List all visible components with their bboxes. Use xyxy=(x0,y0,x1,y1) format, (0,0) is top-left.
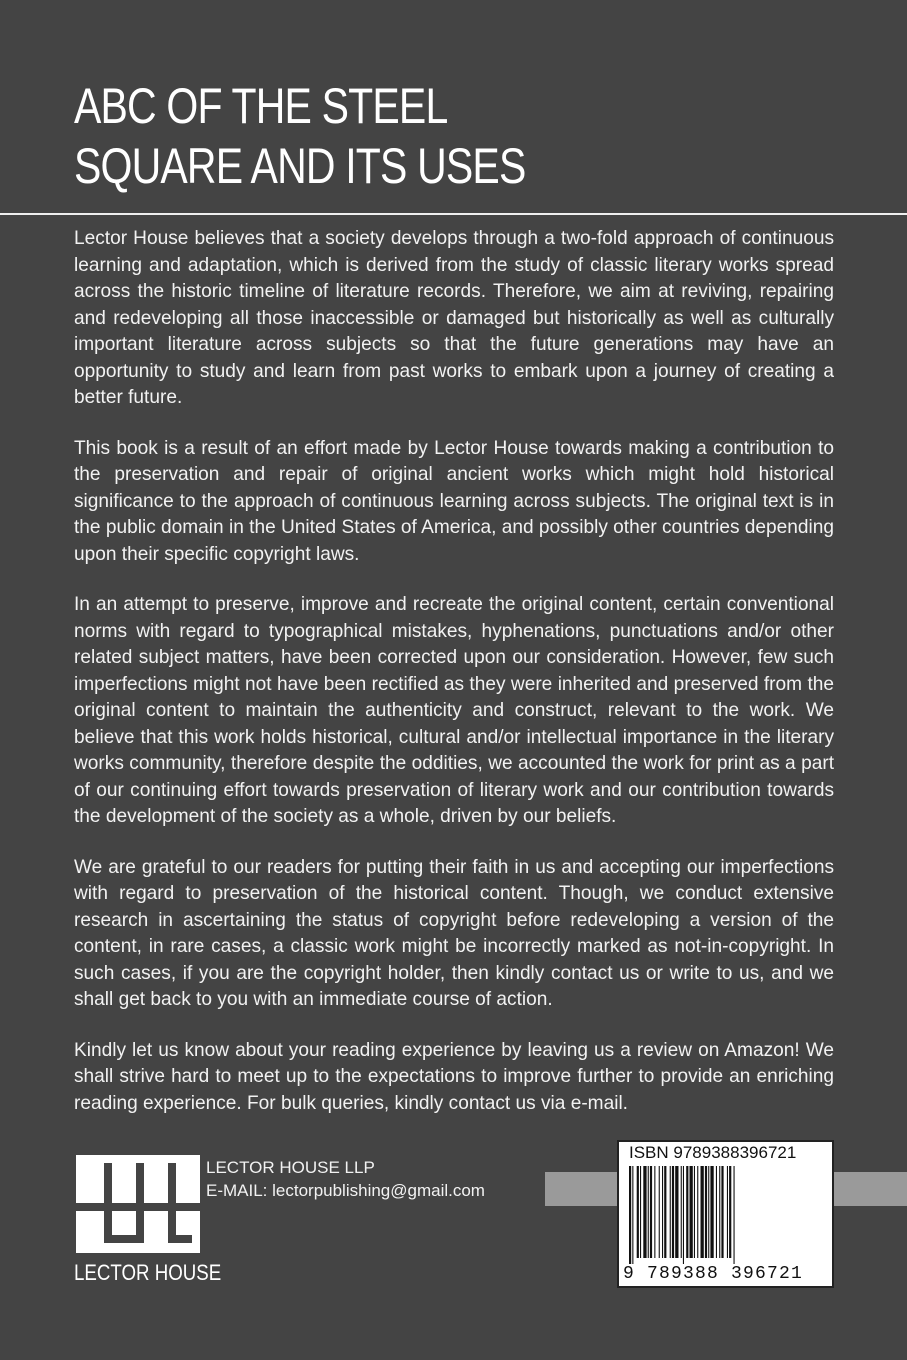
publisher-email: E-MAIL: lectorpublishing@gmail.com xyxy=(206,1181,485,1200)
paragraph-3: In an attempt to preserve, improve and recreate the original content, certain conventional norms with regard to typographical mistakes, hyphenations, punctuations and/or other related subject matters, have been corrected upon our consideration. However, few such imperfections might not have been rectified as they were inherited and preserved from the original content to maintain the authenticity and construct, relevant to the work. We believe that this work holds historical, cultural and/or intellectual importance in the literary works community, therefore despite the oddities, we accounted the work for print as a part of our continuing effort towards preservation of literary work and our contribution towards the development of the society as a whole, driven by our beliefs. xyxy=(74,594,834,827)
isbn-digits: 9 789388 396721 xyxy=(623,1264,804,1284)
logo-wordmark: LECTOR HOUSE xyxy=(74,1260,222,1285)
description-text xyxy=(74,226,834,1141)
paragraph-4: We are grateful to our readers for putting their faith in us and accepting our imperfections with regard to preservation of the historical content. Though, we conduct extensive research in ascertaining the status of copyright before redeveloping a version of the content, in rare cases, a classic work might be incorrectly marked as not-in-copyright. In such cases, if you are the copyright holder, then kindly contact us or write to us, and we shall get back to you with an immediate course of action. xyxy=(74,856,834,1010)
book-title-line-1: ABC OF THE STEEL xyxy=(74,78,448,134)
isbn-label: ISBN 9789388396721 xyxy=(629,1143,797,1162)
publisher-info xyxy=(206,1156,485,1202)
title-divider xyxy=(0,213,907,215)
book-title-line-2: SQUARE AND ITS USES xyxy=(74,138,526,194)
paragraph-5: Kindly let us know about your reading experience by leaving us a review on Amazon! We shall strive hard to meet up to the expectations to improve further to provide an enriching reading experience. For bulk queries, kindly contact us via e-mail. xyxy=(74,1039,834,1114)
publisher-name: LECTOR HOUSE LLP xyxy=(206,1158,375,1177)
paragraph-1: Lector House believes that a society develops through a two-fold approach of continuous learning and adaptation, which is derived from the study of classic literary works spread across the historic timeline of literature records. Therefore, we aim at reviving, repairing and redeveloping all those inaccessible or damaged but historically as well as culturally important literature across subjects so that the future generations may have an opportunity to study and learn from past works to embark upon a journey of creating a better future. xyxy=(74,228,834,408)
paragraph-2: This book is a result of an effort made by Lector House towards making a contribution to the preservation and repair of original ancient works which might hold historical significance to the approach of continuous learning across subjects. The original text is in the public domain in the United States of America, and possibly other countries depending upon their specific copyright laws. xyxy=(74,437,834,565)
isbn-barcode xyxy=(617,1140,834,1288)
barcode-bars-icon xyxy=(629,1166,825,1264)
book-title xyxy=(74,76,697,196)
